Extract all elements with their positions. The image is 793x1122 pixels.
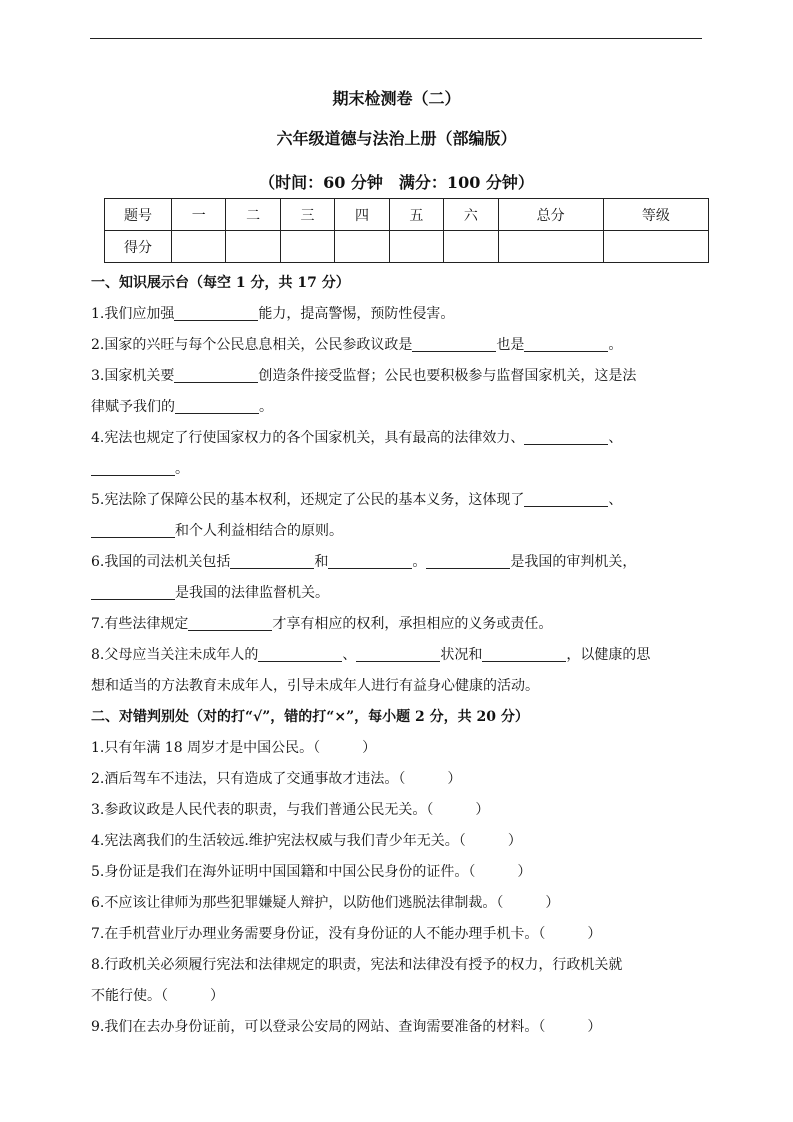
question-1-3 [91,361,703,392]
question-1-8 [91,640,703,671]
question-text: 不能行使。（ [91,988,168,1004]
score-table-header-row [105,199,709,231]
score-row-label: 得分 [105,231,172,263]
question-2-1 [91,733,703,764]
question-text: 是我国的审判机关， [510,554,637,570]
question-text: 才享有相应的权利，承担相应的义务或责任。 [272,616,553,632]
header-rule [90,38,702,39]
answer-blank[interactable] [258,645,342,662]
score-entry-cell[interactable] [444,231,498,263]
question-1-7 [91,609,703,640]
question-text: 9.我们在去办身份证前，可以登录公安局的网站、查询需要准备的材料。（ [91,1019,546,1035]
question-text: 4.宪法离我们的生活较远.维护宪法权威与我们青少年无关。（ [91,833,466,849]
question-2-6 [91,888,703,919]
question-2-3 [91,795,703,826]
answer-blank[interactable] [91,583,175,600]
question-1-4-cont [91,454,703,485]
score-table-score-row [105,231,709,263]
exam-subtitle: 六年级道德与法治上册（部编版） [276,129,517,148]
question-1-6-cont [91,578,703,609]
question-text: 创造条件接受监督；公民也要积极参与监督国家机关，这是法 [258,368,637,384]
score-header-cell: 一 [172,199,226,231]
close-paren: ） [517,864,532,880]
question-1-3-cont [91,392,703,423]
score-header-cell: 二 [226,199,280,231]
score-entry-cell[interactable] [280,231,334,263]
close-paren: ） [475,802,490,818]
question-text: 、 [608,430,623,446]
question-text: 4.宪法也规定了行使国家权力的各个国家机关，具有最高的法律效力、 [91,430,525,446]
exam-time-info: （时间：60 分钟 满分：100 分钟） [259,173,534,192]
close-paren: ） [447,771,462,787]
question-text: 7.在手机营业厅办理业务需要身份证，没有身份证的人不能办理手机卡。（ [91,926,546,942]
question-text: 、 [608,492,623,508]
close-paren: ） [587,1019,602,1035]
score-table [104,198,709,263]
question-text: 5.身份证是我们在海外证明中国国籍和中国公民身份的证件。（ [91,864,476,880]
question-text: 能力，提高警惕，预防性侵害。 [258,306,455,322]
score-header-cell: 总分 [498,199,603,231]
score-entry-cell[interactable] [603,231,708,263]
score-header-cell: 四 [335,199,389,231]
question-1-2 [91,330,703,361]
question-text: 和 [314,554,329,570]
score-header-cell: 五 [389,199,443,231]
question-text: 和个人利益相结合的原则。 [175,523,343,539]
question-2-9 [91,1012,703,1043]
close-paren: ） [545,895,560,911]
question-text: 是我国的法律监督机关。 [175,585,329,601]
answer-blank[interactable] [524,428,608,445]
score-entry-cell[interactable] [226,231,280,263]
score-header-cell: 题号 [105,199,172,231]
close-paren: ） [210,988,224,1004]
question-text: 。 [259,399,273,415]
question-1-6 [91,547,703,578]
question-text: 6.不应该让律师为那些犯罪嫌疑人辩护，以防他们逃脱法律制裁。（ [91,895,504,911]
answer-blank[interactable] [356,645,440,662]
answer-blank[interactable] [174,304,258,321]
answer-blank[interactable] [482,645,566,662]
question-text: 2.国家的兴旺与每个公民息息相关，公民参政议政是 [91,337,413,353]
question-2-7 [91,919,703,950]
question-2-8: 8.行政机关必须履行宪法和法律规定的职责，宪法和法律没有授予的权力，行政机关就 [91,957,623,973]
question-text: 、 [342,647,357,663]
question-text: 7.有些法律规定 [91,616,189,632]
question-text: ，以健康的思 [566,647,651,663]
question-1-8-cont: 想和适当的方法教育未成年人，引导未成年人进行有益身心健康的活动。 [91,678,539,694]
question-2-5 [91,857,703,888]
question-text: 。 [175,461,189,477]
question-text: 。 [412,554,427,570]
exam-content [91,268,703,1043]
question-text: 1.我们应加强 [91,306,175,322]
question-text: 也是 [496,337,525,353]
question-text: 5.宪法除了保障公民的基本权利，还规定了公民的基本义务，这体现了 [91,492,525,508]
answer-blank[interactable] [175,397,259,414]
answer-blank[interactable] [524,335,608,352]
question-2-2 [91,764,703,795]
question-text: 2.酒后驾车不违法，只有造成了交通事故才违法。（ [91,771,406,787]
score-header-cell: 三 [280,199,334,231]
answer-blank[interactable] [174,366,258,383]
question-text: 。 [608,337,623,353]
score-entry-cell[interactable] [335,231,389,263]
score-entry-cell[interactable] [172,231,226,263]
answer-blank[interactable] [188,614,272,631]
question-text: 1.只有年满 18 周岁才是中国公民。（ [91,740,321,756]
question-1-4 [91,423,703,454]
score-header-cell: 六 [444,199,498,231]
answer-blank[interactable] [91,521,175,538]
close-paren: ） [362,740,377,756]
answer-blank[interactable] [91,459,175,476]
answer-blank[interactable] [412,335,496,352]
score-entry-cell[interactable] [498,231,603,263]
question-text: 3.参政议政是人民代表的职责，与我们普通公民无关。（ [91,802,434,818]
question-text: 6.我国的司法机关包括 [91,554,231,570]
question-text: 3.国家机关要 [91,368,175,384]
question-1-5-cont [91,516,703,547]
close-paren: ） [587,926,602,942]
score-header-cell: 等级 [603,199,708,231]
answer-blank[interactable] [328,552,412,569]
answer-blank[interactable] [230,552,314,569]
question-1-5 [91,485,703,516]
close-paren: ） [507,833,522,849]
question-2-4 [91,826,703,857]
section1-title: 一、知识展示台（每空 1 分，共 17 分） [91,275,350,291]
question-text: 状况和 [440,647,483,663]
section2-title: 二、对错判别处（对的打“√”，错的打“×”，每小题 2 分，共 20 分） [91,709,529,725]
question-2-8-cont [91,981,703,1012]
question-text: 律赋予我们的 [91,399,175,415]
exam-title: 期末检测卷（二） [332,89,461,108]
question-1-1 [91,299,703,330]
answer-blank[interactable] [426,552,510,569]
score-entry-cell[interactable] [389,231,443,263]
answer-blank[interactable] [524,490,608,507]
question-text: 8.父母应当关注未成年人的 [91,647,259,663]
